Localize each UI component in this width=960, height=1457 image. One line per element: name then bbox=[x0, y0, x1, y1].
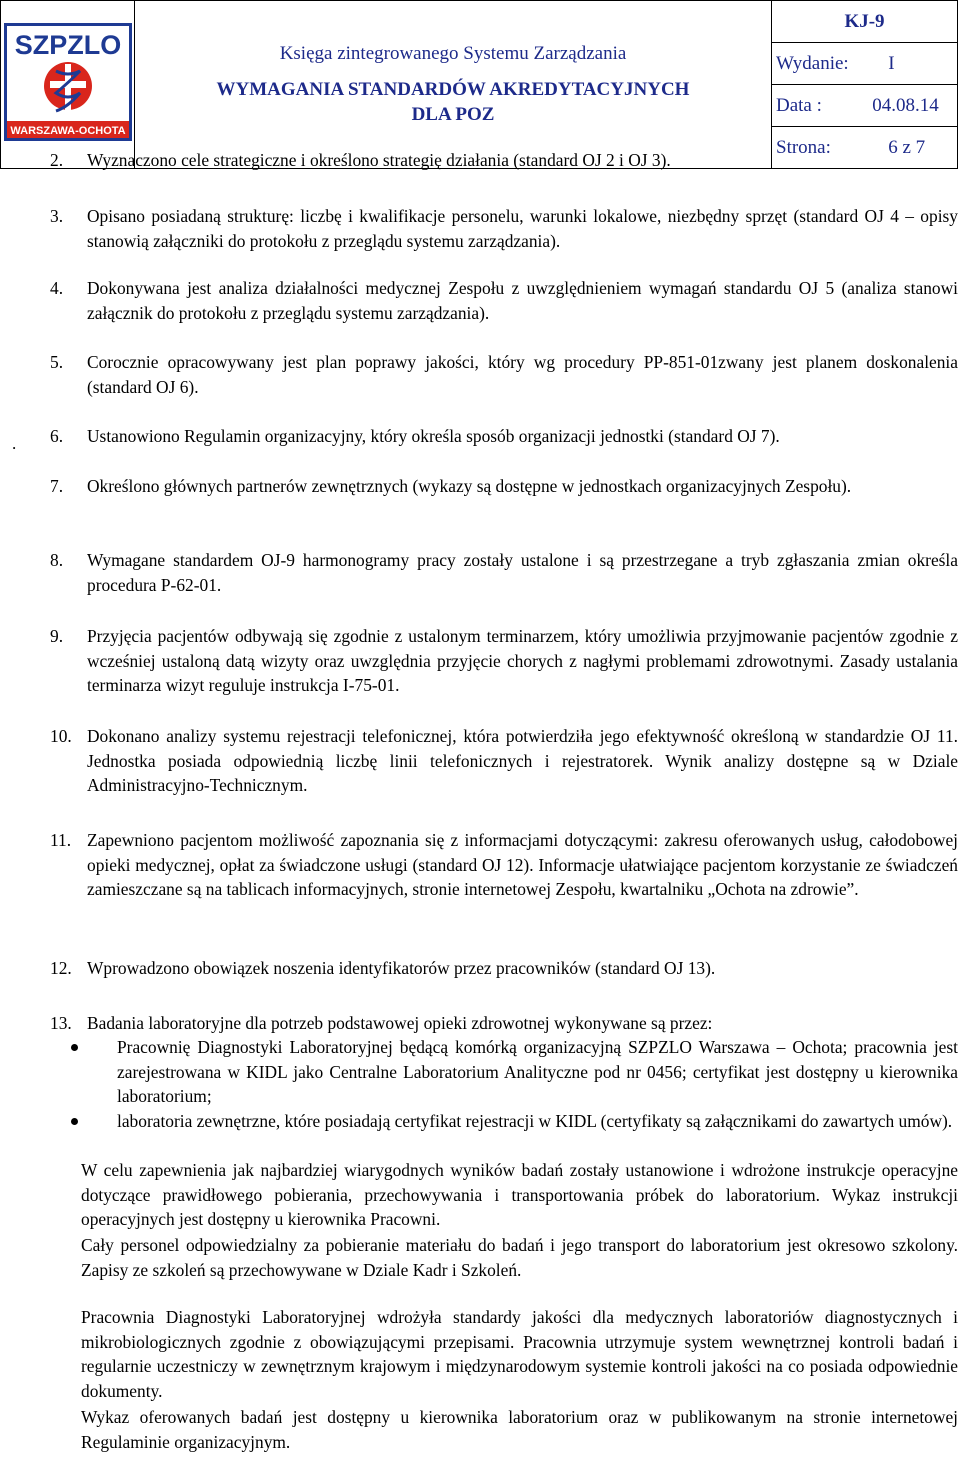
item-text: Ustanowiono Regulamin organizacyjny, który określa sposób organizacji jednostki (standard OJ 7). bbox=[87, 426, 780, 446]
list-item bbox=[50, 204, 958, 253]
item-text: Opisano posiadaną strukturę: liczbę i kwalifikacje personelu, warunki lokalowe, niezbędny sprzęt (standard OJ 4 – opisy stanowią załączniki do protokołu z przeglądu systemu zarządzania). bbox=[87, 206, 958, 251]
margin-mark: . bbox=[12, 434, 17, 453]
item-text: Przyjęcia pacjentów odbywają się zgodnie z ustalonym terminarzem, który umożliwia przyjmowanie pacjentów zgodnie z wcześniej ustaloną datą wizyty oraz uwzględnia przyjęcie chorych z nagłymi problemami zdrowotnymi. Zasady ustalania terminarza wizyt reguluje instrukcja I-75-01. bbox=[87, 626, 958, 695]
paragraph: Cały personel odpowiedzialny za pobieranie materiału do badań i jego transport do laboratorium jest okresowo szkolony. Zapisy ze szkoleń są przechowywane w Dziale Kadr i Szkoleń. bbox=[81, 1235, 958, 1280]
list-item bbox=[50, 350, 958, 399]
doc-code: KJ-9 bbox=[772, 1, 957, 43]
bullet-icon bbox=[71, 1044, 78, 1051]
item-text: Określono głównych partnerów zewnętrznych (wykazy są dostępne w jednostkach organizacyjnych Zespołu). bbox=[87, 476, 852, 496]
logo-text-top: SZPZLO bbox=[14, 30, 121, 60]
item-text: Wyznaczono cele strategiczne i określono strategię działania (standard OJ 2 i OJ 3). bbox=[87, 150, 671, 170]
document-header bbox=[0, 0, 958, 169]
edition-label: Wydanie: bbox=[772, 43, 868, 85]
paragraph: W celu zapewnienia jak najbardziej wiarygodnych wyników badań zostały ustanowione i wdrożone instrukcje operacyjne dotyczące prawidłowego pobierania, przechowywania i transportowania próbek do laboratorium. Wykaz instrukcji operacyjnych jest dostępny u kierownika Pracowni. bbox=[81, 1160, 958, 1229]
item-number: 2. bbox=[50, 150, 64, 170]
page-label: Strona: bbox=[776, 136, 831, 158]
logo-cell bbox=[1, 1, 135, 169]
item-number: 12. bbox=[50, 958, 72, 978]
logo-text-bottom: WARSZAWA-OCHOTA bbox=[9, 125, 126, 137]
date-value: 04.08.14 bbox=[868, 85, 957, 127]
list-item bbox=[50, 956, 958, 981]
bullet-icon bbox=[71, 1118, 78, 1125]
item-number: 3. bbox=[50, 206, 64, 226]
item-number: 6. bbox=[50, 426, 64, 446]
bullet-item bbox=[117, 1109, 958, 1134]
item-number: 5. bbox=[50, 352, 64, 372]
szpzlo-logo bbox=[4, 23, 132, 141]
list-item bbox=[50, 474, 958, 499]
item-text: Dokonywana jest analiza działalności medycznej Zespołu z uwzględnieniem wymagań standardu OJ 5 (analiza stanowi załącznik do protokołu z przeglądu systemu zarządzania). bbox=[87, 278, 958, 323]
item-text: Wprowadzono obowiązek noszenia identyfikatorów przez pracowników (standard OJ 13). bbox=[87, 958, 716, 978]
item-number: 7. bbox=[50, 476, 64, 496]
edition-value: I bbox=[868, 43, 957, 85]
list-item bbox=[50, 724, 958, 798]
bullet-text: laboratoria zewnętrzne, które posiadają certyfikat rejestracji w KIDL (certyfikaty są załącznikami do zawartych umów). bbox=[117, 1110, 953, 1131]
list-item bbox=[50, 828, 958, 902]
book-title: Księga zintegrowanego Systemu Zarządzania bbox=[279, 42, 627, 64]
paragraph: Pracownia Diagnostyki Laboratoryjnej wdrożyła standardy jakości dla medycznych laboratoriów diagnostycznych i mikrobiologicznych zgodnie z obowiązującymi przepisami. Pracownia utrzymuje system wewnętrznej kontroli badań i regularnie uczestniczy w zewnętrznym krajowym i międzynarodowym systemie kontroli jakości na co posiada odpowiednie dokumenty. bbox=[81, 1307, 958, 1401]
bullet-list bbox=[66, 1035, 958, 1133]
page-value: 6 z 7 bbox=[888, 136, 926, 158]
header-title-cell bbox=[135, 1, 772, 169]
item-number: 8. bbox=[50, 550, 64, 570]
item-text: Wymagane standardem OJ-9 harmonogramy pracy zostały ustalone i są przestrzegane a tryb zgłaszania zmian określa procedura P-62-01. bbox=[87, 550, 958, 595]
item-number: 13. bbox=[50, 1013, 72, 1033]
list-item bbox=[50, 548, 958, 597]
item-text: Corocznie opracowywany jest plan poprawy jakości, który wg procedury PP-851-01zwany jest planem doskonalenia (standard OJ 6). bbox=[87, 352, 958, 397]
item-number: 9. bbox=[50, 626, 64, 646]
item-number: 4. bbox=[50, 278, 64, 298]
item-number: 10. bbox=[50, 726, 72, 746]
item-text: Badania laboratoryjne dla potrzeb podstawowej opieki zdrowotnej wykonywane są przez: bbox=[87, 1013, 713, 1033]
list-item bbox=[50, 148, 958, 173]
item-number: 11. bbox=[50, 830, 72, 850]
date-label: Data : bbox=[772, 85, 868, 127]
metadata-cell bbox=[772, 1, 958, 169]
list-item bbox=[50, 1011, 958, 1036]
list-item bbox=[50, 624, 958, 698]
list-item bbox=[50, 276, 958, 325]
bullet-text: Pracownię Diagnostyki Laboratoryjnej będącą komórką organizacyjną SZPZLO Warszawa – Ochota; pracownia jest zarejestrowana w KIDL jako Centralne Laboratorium Analityczne pod nr 0456; certyfikat jest dostępny u kierownika laboratorium; bbox=[117, 1037, 958, 1106]
list-item bbox=[50, 424, 958, 449]
item-text: Zapewniono pacjentom możliwość zapoznania się z informacjami dotyczącymi: zakresu oferowanych usług, całodobowej opieki medycznej, opłat za świadczone usługi (standard OJ 12). Informacje ułatwiające pacjentom korzystanie ze świadczeń zamieszczane są na tablicach informacyjnych, stronie internetowej Zespołu, kwartalniku „Ochota na zdrowie”. bbox=[87, 830, 958, 899]
section-title-2: DLA POZ bbox=[411, 103, 495, 125]
section-title: WYMAGANIA STANDARDÓW AKREDYTACYJNYCH bbox=[216, 78, 690, 100]
item-text: Dokonano analizy systemu rejestracji telefonicznej, która potwierdziła jego efektywność określoną w standardzie OJ 11. Jednostka posiada odpowiednią liczbę linii telefonicznych i rejestratorek. Wynik analizy dostępne są w Dziale Administracyjno-Technicznym. bbox=[87, 726, 958, 795]
paragraph: Wykaz oferowanych badań jest dostępny u kierownika laboratorium oraz w publikowanym na stronie internetowej Regulaminie organizacyjnym. bbox=[81, 1407, 958, 1452]
bullet-item bbox=[117, 1035, 958, 1109]
